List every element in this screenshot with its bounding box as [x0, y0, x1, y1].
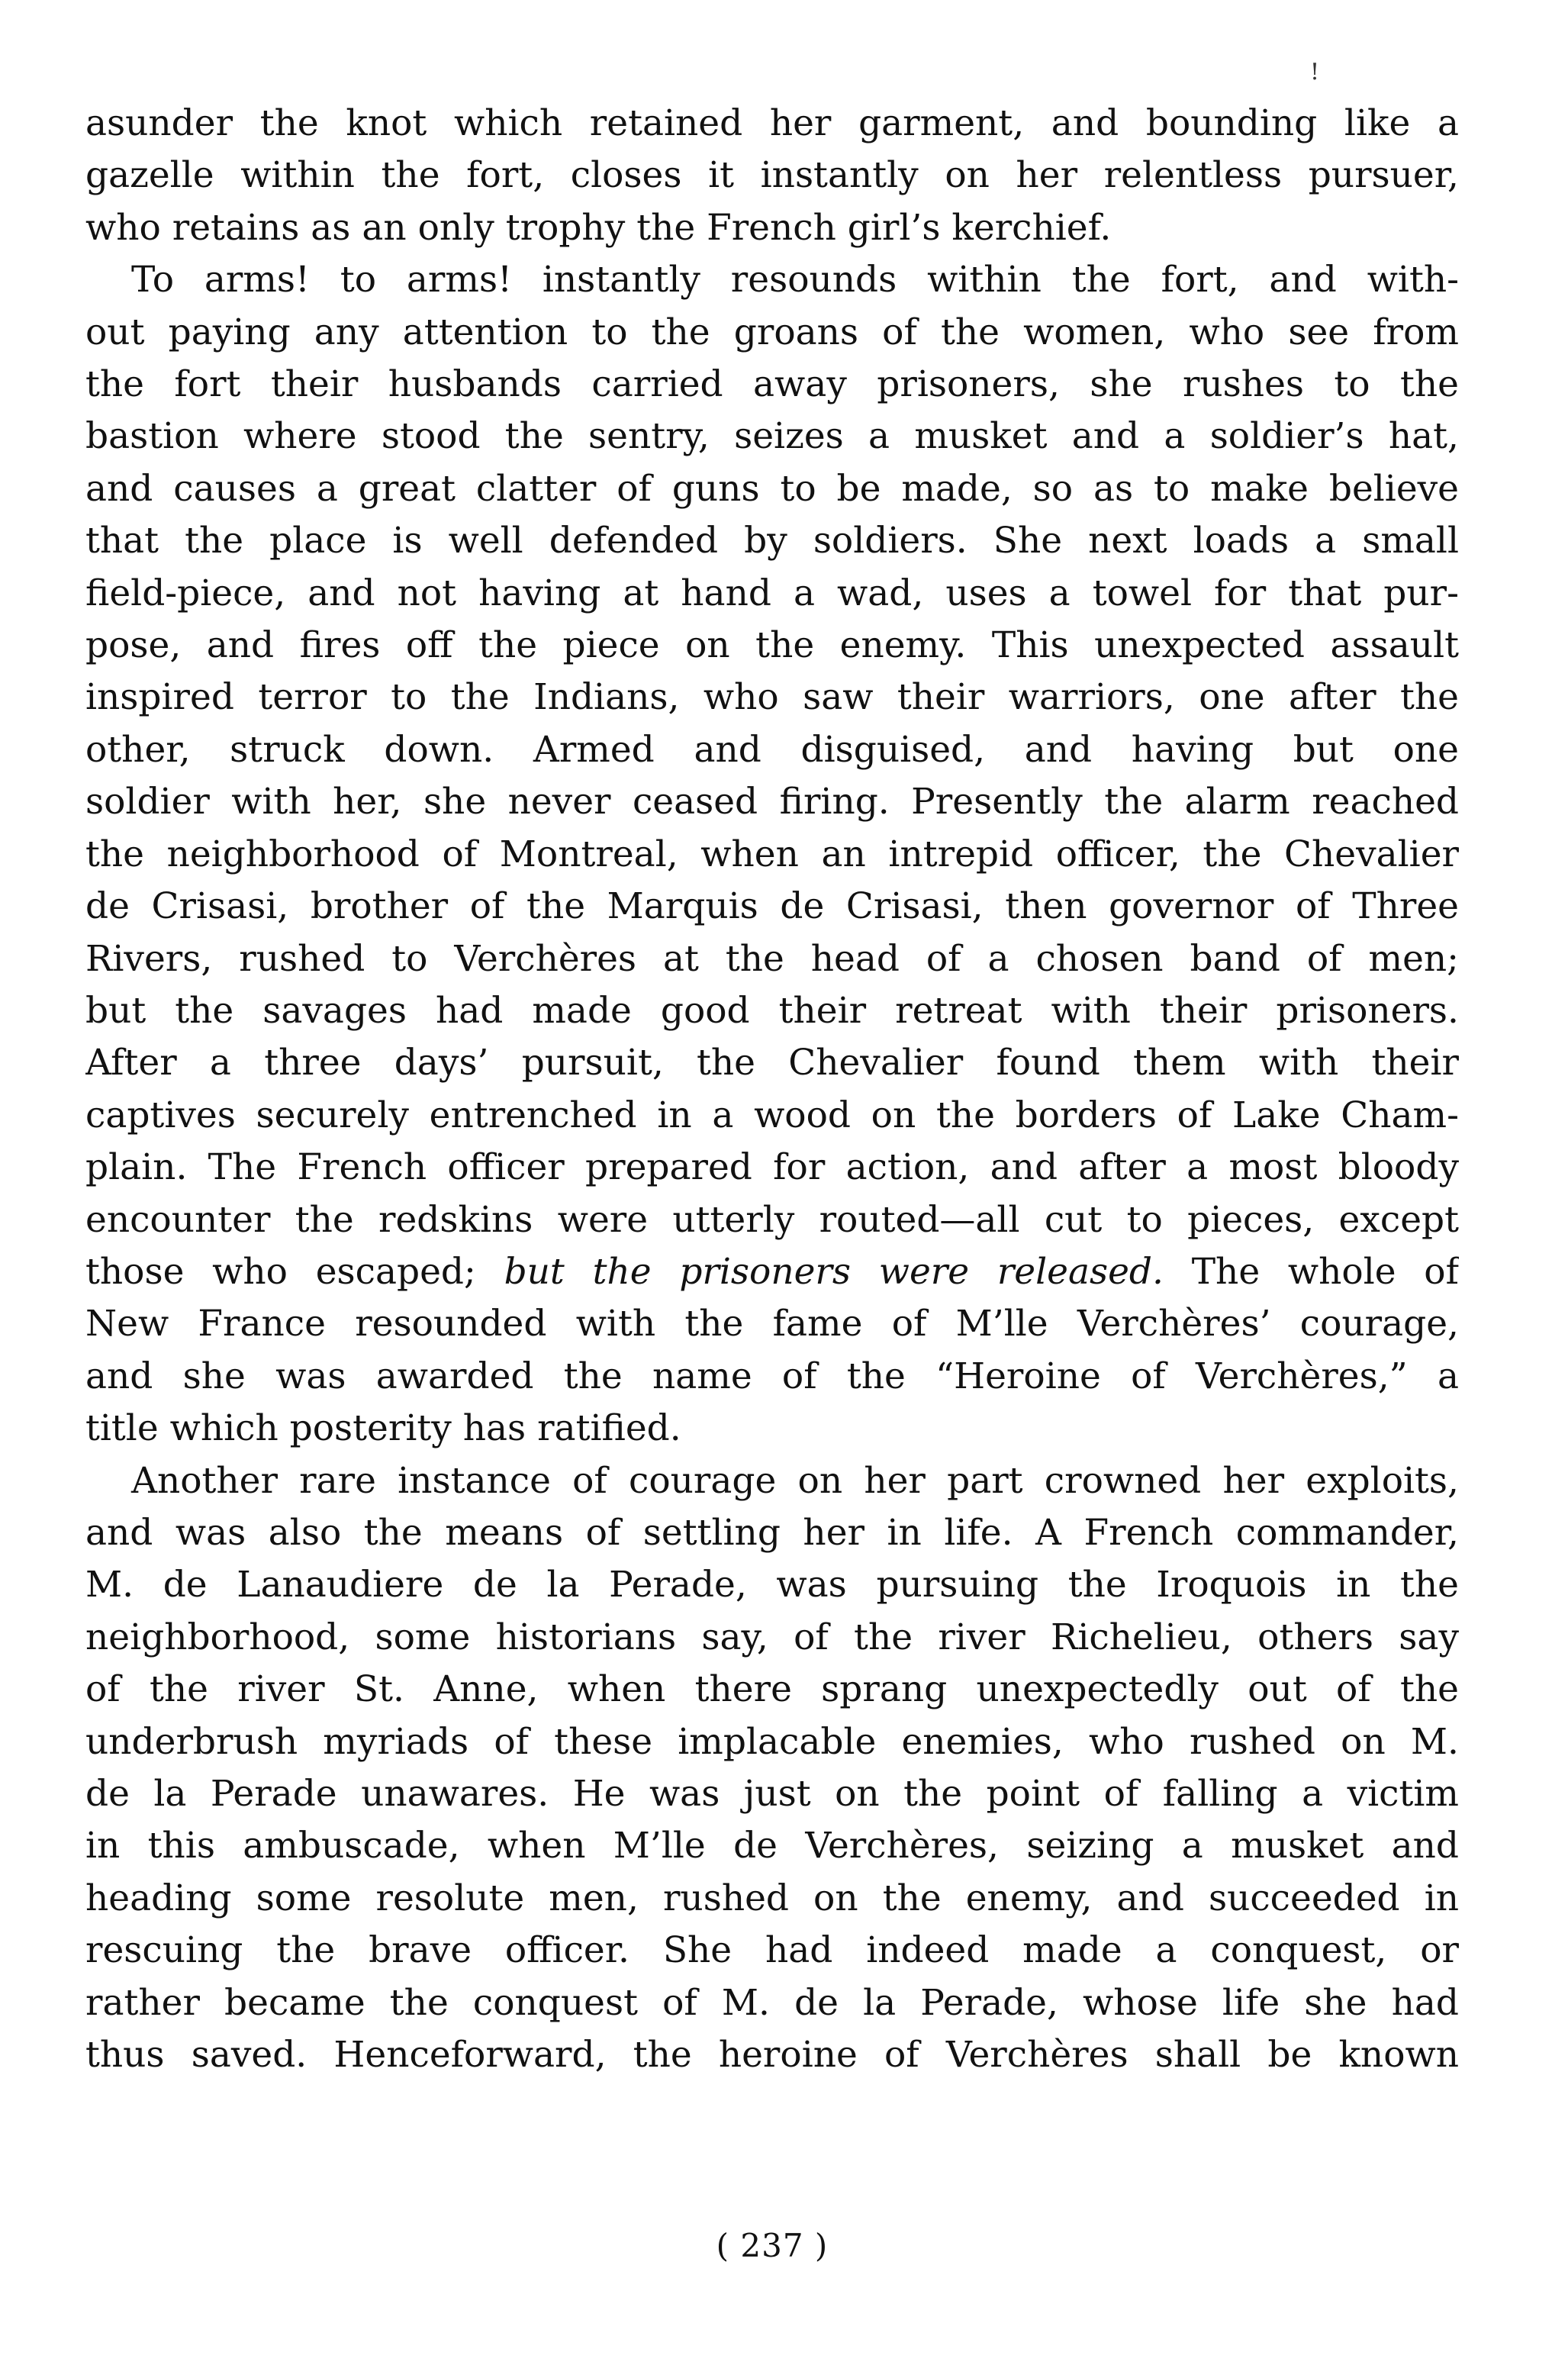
text-fragment: The whole of [1163, 1250, 1459, 1293]
text-line: in this ambuscade, when M’lle de Verchères, seizing a musket and [85, 1825, 1459, 1867]
text-line: title which posterity has ratified. [85, 1407, 681, 1450]
text-line: other, struck down. Armed and disguised, and having but one [85, 728, 1459, 771]
text-line: field-piece, and not having at hand a wad, uses a towel for that pur- [85, 572, 1459, 614]
text-line: underbrush myriads of these implacable enemies, who rushed on M. [85, 1720, 1459, 1763]
paragraph-1 [85, 98, 1459, 254]
text-line: M. de Lanaudiere de la Perade, was pursuing the Iroquois in the [85, 1564, 1459, 1606]
page-number: ( 237 ) [716, 2227, 829, 2264]
text-line: pose, and fires off the piece on the enemy. This unexpected assault [85, 624, 1459, 667]
text-line: but the savages had made good their retreat with their prisoners. [85, 989, 1459, 1032]
text-line: of the river St. Anne, when there sprang unexpectedly out of the [85, 1668, 1459, 1711]
text-line: neighborhood, some historians say, of the river Richelieu, others say [85, 1616, 1459, 1658]
text-line: de Crisasi, brother of the Marquis de Crisasi, then governor of Three [85, 885, 1459, 928]
text-line: that the place is well defended by soldiers. She next loads a small [85, 520, 1459, 562]
text-line: and causes a great clatter of guns to be made, so as to make believe [85, 467, 1459, 510]
italic-phrase: but the prisoners were released. [504, 1250, 1164, 1293]
text-line: inspired terror to the Indians, who saw their warriors, one after the [85, 676, 1459, 719]
paragraph-3 [85, 1455, 1459, 2082]
text-line: bastion where stood the sentry, seizes a musket and a soldier’s hat, [85, 415, 1459, 458]
stray-mark: ! [1310, 59, 1320, 85]
text-line: de la Perade unawares. He was just on the point of falling a victim [85, 1773, 1459, 1815]
text-line: Rivers, rushed to Verchères at the head of a chosen band of men; [85, 937, 1459, 980]
text-line: After a three days’ pursuit, the Chevalier found them with their [85, 1042, 1459, 1084]
paragraph-2 [85, 254, 1459, 1455]
text-line: heading some resolute men, rushed on the enemy, and succeeded in [85, 1877, 1459, 1919]
text-line: the fort their husbands carried away prisoners, she rushes to the [85, 363, 1459, 406]
text-line: out paying any attention to the groans of the women, who see from [85, 311, 1459, 353]
text-line: rather became the conquest of M. de la Perade, whose life she had [85, 1981, 1459, 2024]
text-line: soldier with her, she never ceased firing. Presently the alarm reached [85, 781, 1459, 823]
text-line-mixed [85, 1246, 1459, 1298]
text-line: rescuing the brave officer. She had indeed made a conquest, or [85, 1929, 1459, 1972]
text-line: who retains as an only trophy the French girl’s kerchief. [85, 206, 1112, 249]
text-line: captives securely entrenched in a wood on the borders of Lake Cham- [85, 1094, 1459, 1136]
text-line: encounter the redskins were utterly routed—all cut to pieces, except [85, 1198, 1459, 1241]
text-line: New France resounded with the fame of M’lle Verchères’ courage, [85, 1303, 1459, 1345]
text-line: Another rare instance of courage on her part crowned her exploits, [131, 1459, 1459, 1502]
text-line: To arms! to arms! instantly resounds within the fort, and with- [131, 259, 1459, 301]
book-page [85, 0, 1459, 2365]
page-body [85, 98, 1459, 2081]
text-line: the neighborhood of Montreal, when an intrepid officer, the Chevalier [85, 833, 1459, 875]
text-fragment: those who escaped; [85, 1250, 504, 1293]
text-line: thus saved. Henceforward, the heroine of Verchères shall be known [85, 2034, 1459, 2077]
text-line: gazelle within the fort, closes it instantly on her relentless pursuer, [85, 154, 1459, 197]
text-line: plain. The French officer prepared for action, and after a most bloody [85, 1146, 1459, 1189]
text-line: asunder the knot which retained her garment, and bounding like a [85, 102, 1459, 144]
text-line: and was also the means of settling her in life. A French commander, [85, 1511, 1459, 1554]
text-line: and she was awarded the name of the “Heroine of Verchères,” a [85, 1355, 1459, 1397]
